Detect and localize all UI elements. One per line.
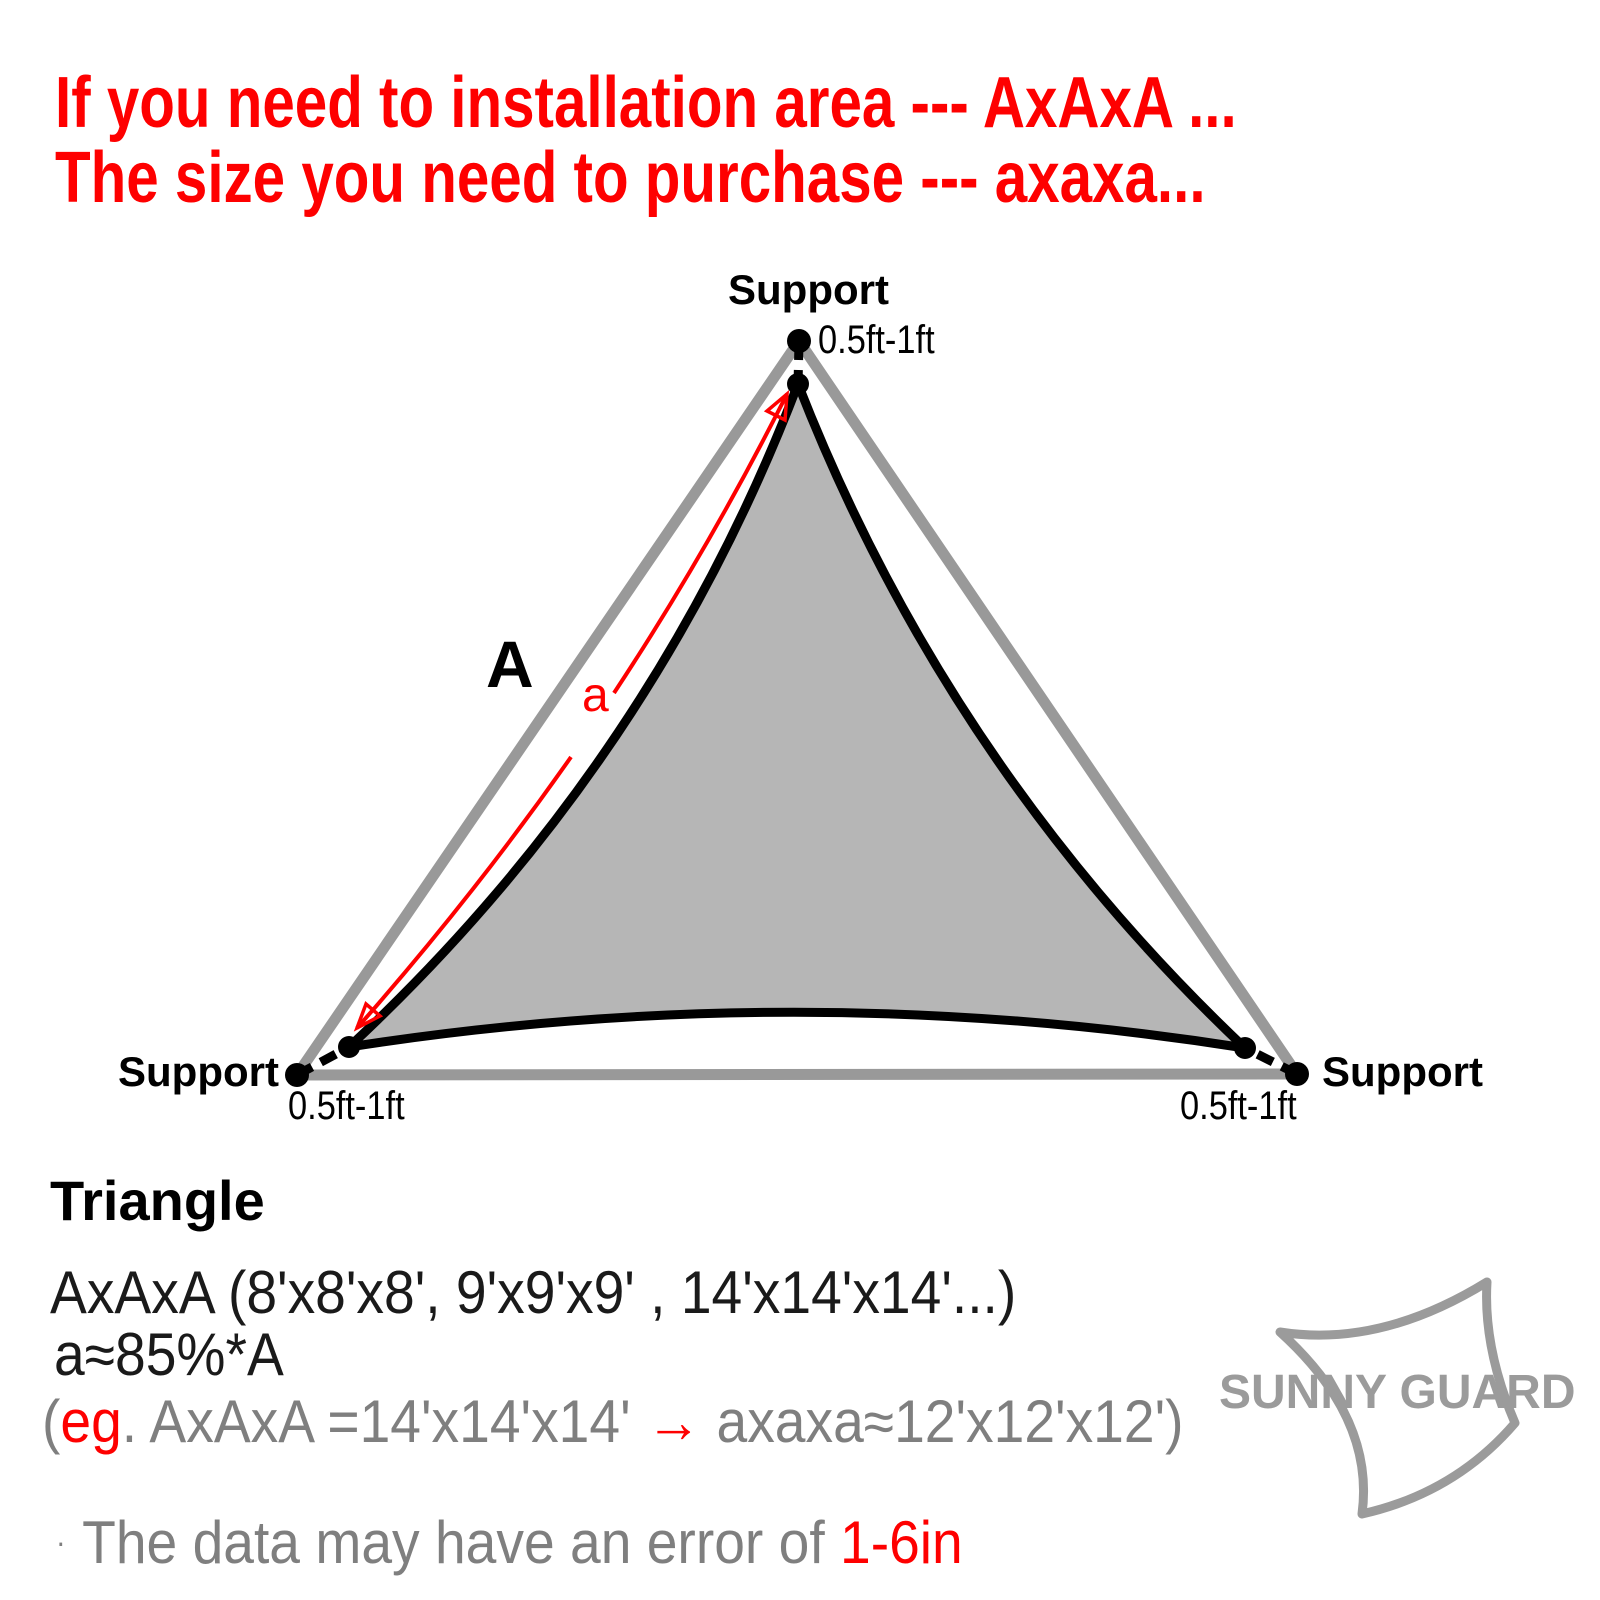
sail-corner-dot-top <box>787 373 809 395</box>
support-dot-right <box>1285 1062 1309 1086</box>
example-arrow-icon: → <box>645 1388 702 1455</box>
spec-heading: Triangle <box>50 1169 265 1232</box>
spec-sizes-line: AxAxA (8'x8'x8', 9'x9'x9' , 14'x14'x14'...) <box>50 1259 1017 1326</box>
example-tail: axaxa≈12'x12'x12') <box>701 1388 1184 1455</box>
note-text: The data may have an error of <box>82 1509 840 1576</box>
sail-corner-dot-left <box>338 1036 360 1058</box>
sail-shape <box>349 384 1245 1048</box>
example-mid: . AxAxA =14'x14'x14' <box>121 1388 646 1455</box>
anchor-range-left: 0.5ft-1ft <box>288 1084 405 1128</box>
headline-line2: The size you need to purchase --- axaxa... <box>55 138 1206 218</box>
headline-line1: If you need to installation area --- AxAxA ... <box>55 63 1237 143</box>
anchor-range-top: 0.5ft-1ft <box>818 318 935 362</box>
note-error-range: 1-6in <box>839 1509 963 1576</box>
logo-wordmark: SUNNY GUARD <box>1219 1366 1576 1419</box>
error-note <box>56 1508 963 1577</box>
anchor-range-right: 0.5ft-1ft <box>1180 1084 1297 1128</box>
support-dot-top <box>787 329 811 353</box>
installation-side-label: A <box>486 627 534 701</box>
support-label-top: Support <box>728 266 889 313</box>
note-bullet: · <box>56 1525 66 1561</box>
measure-arrowhead-top <box>767 394 787 420</box>
example-open-paren: ( <box>42 1388 61 1455</box>
spec-ratio-line: a≈85%*A <box>54 1321 284 1388</box>
support-label-right: Support <box>1322 1048 1483 1095</box>
example-eg: eg <box>60 1388 122 1455</box>
support-label-left: Support <box>118 1048 279 1095</box>
sail-corner-dot-right <box>1234 1037 1256 1059</box>
sunny-guard-logo <box>1185 1248 1585 1528</box>
spec-example-line <box>42 1387 1184 1456</box>
purchase-side-label: a <box>582 669 609 722</box>
